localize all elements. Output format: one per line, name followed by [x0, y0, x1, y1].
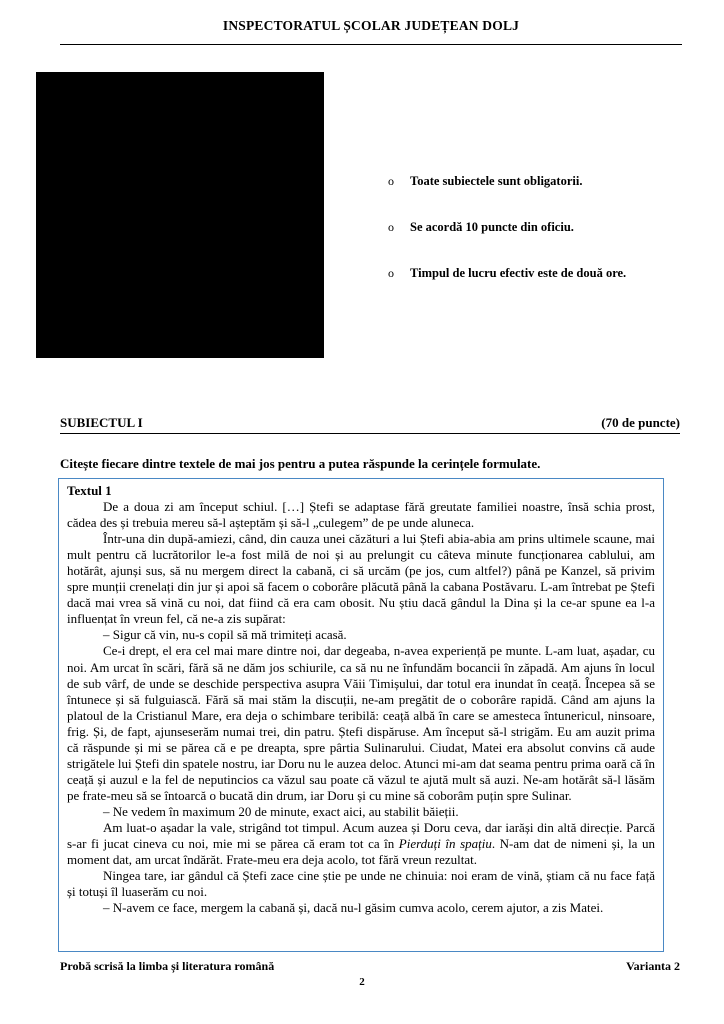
dialog-line: – N-avem ce face, mergem la cabană și, dacă nu-l găsim cumva acolo, cerem ajutor, a zis Matei.	[103, 900, 604, 916]
paragraph: Într-una din după-amiezi, când, din cauza unei căzături a lui Ștefi abia-abia am prins ultimele scaune, mai mult pentru că lucrătorilor le-a fost milă de noi și au prelungit cu câteva minute funcționarea cablului, am hotărât, ajunși sus, să nu mergem direct la cabană, ci să urcăm (pe jos, cum altfel?) până pe Kanzel, să privim spre munții crenelați din jur și apoi să facem o coborâre plăcută până la cabana Postăvaru. L-am întrebat pe Ștefi dacă mai vrea să vină cu noi, dat fiind că era cam obosit. Nu știu dacă gândul la Dina și la ce-ar spune ea l-a influențat în vreun fel, că ne-a zis supărat:	[67, 531, 655, 627]
bullet-circle-icon: o	[388, 220, 394, 234]
rule-item	[388, 266, 626, 312]
redacted-block	[36, 72, 324, 358]
subject-heading	[60, 415, 680, 434]
rule-text: Toate subiectele sunt obligatorii.	[410, 174, 583, 188]
rule-text: Se acordă 10 puncte din oficiu.	[410, 220, 574, 234]
rule-text: Timpul de lucru efectiv este de două ore.	[410, 266, 627, 280]
paragraph-part: . N-am dat de nimeni și, la un moment dat, am urcat îndărăt. Frate-meu era deja acolo, tot fără vreun rezultat.	[67, 836, 655, 868]
dialog-line: – Ne vedem în maximum 20 de minute, exact aici, au stabilit băieții.	[103, 803, 459, 819]
footer-variant: Varianta 2	[626, 959, 680, 973]
text-1-title: Textul 1	[67, 483, 112, 498]
rule-item	[388, 174, 626, 220]
bullet-circle-icon: o	[388, 266, 394, 280]
instruction-text: Citește fiecare dintre textele de mai jos pentru a putea răspunde la cerințele formulate.	[60, 456, 541, 471]
rule-item	[388, 220, 626, 266]
book-title-italic: Pierduți în spațiu	[398, 836, 492, 852]
page-number: 2	[359, 976, 365, 988]
paragraph-with-italic	[67, 820, 655, 868]
paragraph: Ce-i drept, el era cel mai mare dintre noi, dar degeaba, n-avea experiență pe munte. L-am luat, așadar, cu noi. Am urcat în scări, fără să ne dăm jos schiurile, ca să nu ne înfundăm bocancii în zăpadă. Am ajuns în locul de sub vârf, de unde se deschide perspectiva asupra Văii Timișului, dar totul era inundat în ceață. Începea să se întunece și să fulguiască. Fără să mai stăm la discuții, ne-am pregătit de o coborâre rapidă. Când am ajuns la platoul de la Cristianul Mare, era deja o schimbare teribilă: ceață albă în care se amesteca întunericul, ninsoare, frig. Și, de fapt, ajunseserăm numai trei, din patru. Ștefi dispăruse. Am început să-l strigăm. Eu am auzit prima că răspunde și mi se părea că e pe dreapta, spre pârtia Sulinarului. Ciudat, Matei era absolut convins că aude strigătele lui Ștefi din spatele nostru, iar Doru nu le auzea deloc. Atunci mi-am dat seama pentru prima oară că în ceață și auzul e la fel de neputincios ca văzul sau poate că văzul te ajută mult să auzi. Ne-am hotărât să-l lăsăm pe frate-meu să se întoarcă o bucată din drum, iar Doru și cu mine să coborâm puțin spre Sulinar.	[67, 643, 655, 803]
page-footer	[60, 959, 680, 974]
page-header-title: INSPECTORATUL ȘCOLAR JUDEȚEAN DOLJ	[222, 18, 520, 33]
text-1-box	[58, 478, 664, 952]
paragraph-part: Am luat-o așadar la vale, strigând tot timpul. Acum auzea și Doru ceva, dar iarăși din altă direcție. Parcă s-ar fi jucat cineva cu noi, mie mi se părea că eram tot ca în	[67, 819, 655, 852]
exam-rules-list	[388, 174, 626, 312]
bullet-circle-icon: o	[388, 174, 394, 188]
paragraph: De a doua zi am început schiul. […] Ștefi se adaptase fără greutate familiei noastre, însă schia prost, cădea des și trebuia mereu să-l așteptăm și să-l „culegem” de pe unde aluneca.	[67, 499, 655, 531]
subject-title: SUBIECTUL I	[60, 415, 143, 430]
footer-exam-name: Probă scrisă la limba și literatura română	[60, 959, 275, 973]
dialog-line: – Sigur că vin, nu-s copil să mă trimiteți acasă.	[103, 627, 347, 643]
paragraph: Ningea tare, iar gândul că Ștefi zace cine știe pe unde ne chinuia: noi eram de vină, știam că nu face față și totuși îl luaserăm cu noi.	[67, 868, 655, 900]
subject-points: (70 de puncte)	[601, 415, 680, 430]
header-divider	[60, 44, 682, 45]
